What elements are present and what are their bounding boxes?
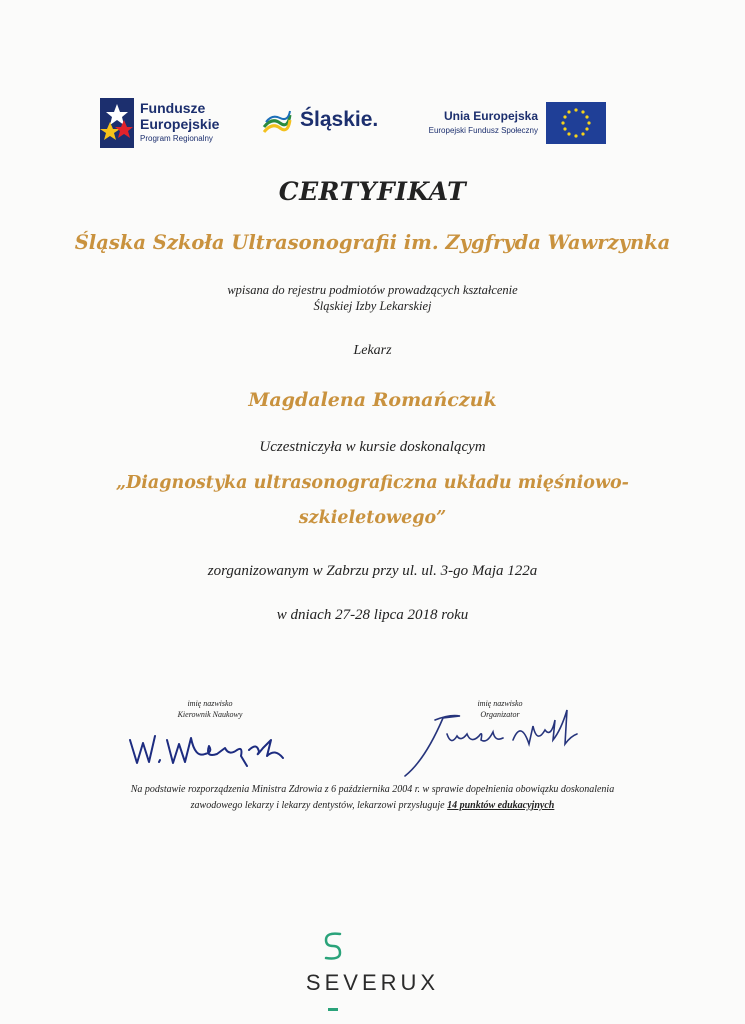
slaskie-wave-icon [262,109,292,135]
certificate-title: CERTYFIKAT [278,177,467,206]
ue-line2: Europejski Fundusz Społeczny [428,126,538,135]
left-signature [125,718,295,778]
severux-brand: SEVERUX [305,970,440,995]
legal-line1: Na podstawie rozporządzenia Ministra Zdrowia z 6 października 2004 r. w sprawie dopełnienia obowiązku doskonalenia [130,784,615,795]
right-sig-label2: Organizator [480,710,520,719]
fe-line2: Europejskie [140,116,220,132]
right-signature [395,700,585,780]
participant-name: Magdalena Romańczuk [248,389,497,411]
fundusze-europejskie-logo [100,98,240,150]
fe-line3: Program Regionalny [140,134,213,143]
registry-line1: wpisana do rejestru podmiotów prowadzących kształcenie [227,283,518,297]
left-sig-label1: imię nazwisko [187,699,233,708]
legal-line2-prefix: zawodowego lekarzy i lekarzy dentystów, lekarzowi przysługuje [190,800,445,811]
school-name: Śląska Szkoła Ultrasonografii im. Zygfryda Wawrzynka [74,231,671,254]
slaskie-text: Śląskie. [300,108,379,131]
course-line2: szkieletowego” [298,508,447,528]
eu-logo [410,102,610,146]
location-text: zorganizowanym w Zabrzu przy ul. ul. 3-go Maja 122a [207,563,538,579]
eu-flag-icon [546,102,606,144]
points-text: 14 punktów edukacyjnych [447,800,555,811]
legal-line2 [0,800,745,811]
severux-underline [328,1008,338,1011]
ue-line1: Unia Europejska [443,109,538,123]
fe-stars-icon [100,98,134,148]
course-line1: „Diagnostyka ultrasonograficzna układu mięśniowo- [116,473,629,493]
right-sig-label1: imię nazwisko [477,699,523,708]
slaskie-logo [262,105,382,139]
severux-s-icon [322,930,344,962]
left-sig-label2: Kierownik Naukowy [177,710,243,719]
fe-line1: Fundusze [140,100,206,116]
participated-text: Uczestniczyła w kursie doskonalącym [259,439,486,455]
registry-line2: Śląskiej Izby Lekarskiej [313,299,432,313]
dates-text: w dniach 27-28 lipca 2018 roku [276,607,469,623]
profession: Lekarz [353,343,392,358]
